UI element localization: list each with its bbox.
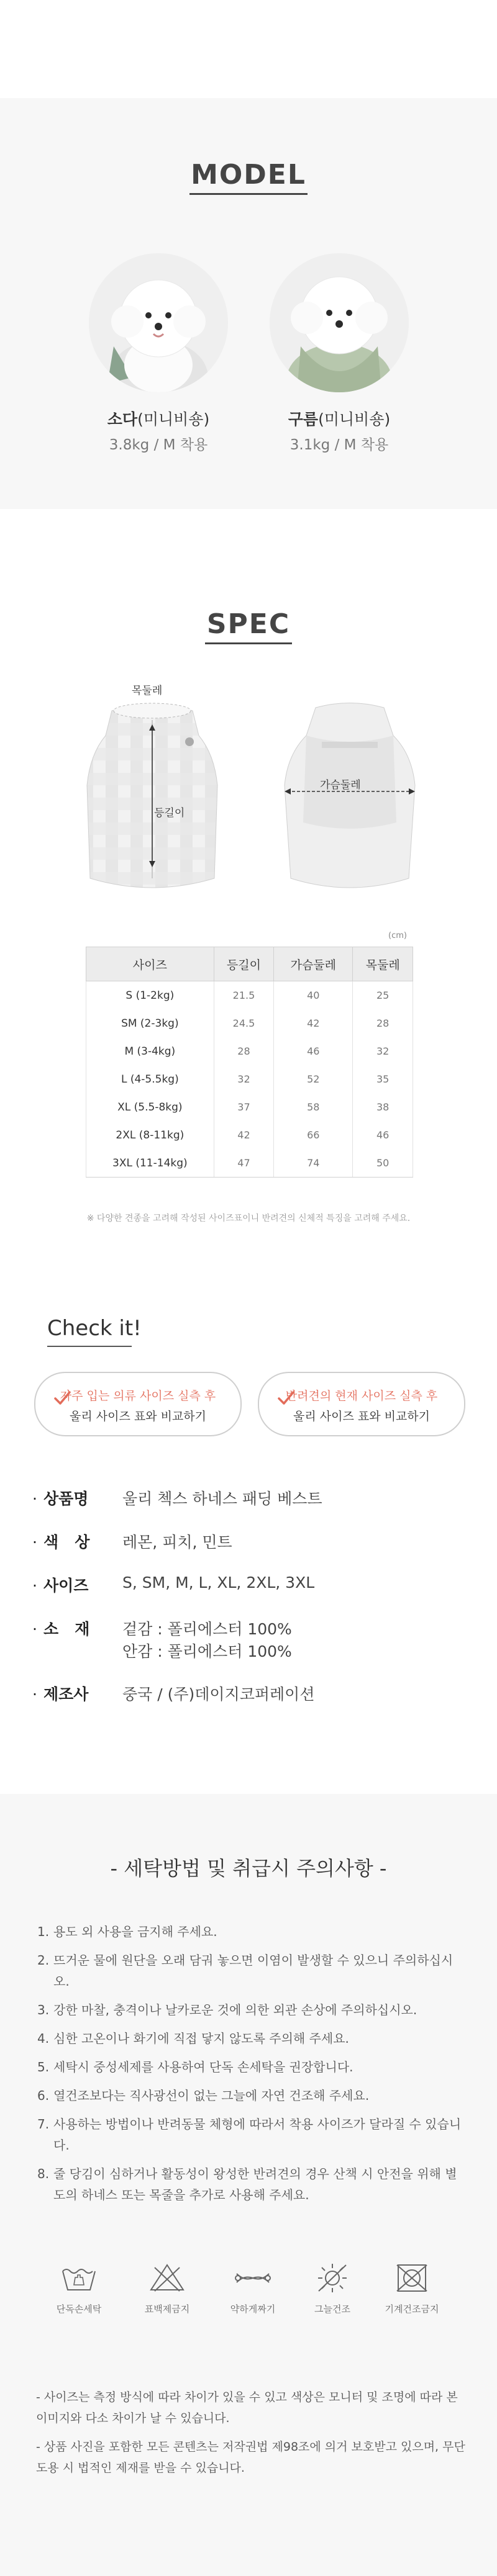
- table-row: 3XL (11-14kg) 47 74 50: [86, 1149, 413, 1178]
- list-item: 8. 줄 당김이 심하거나 활동성이 왕성한 반려견의 경우 산책 시 안전을 위해 별도의 하네스 또는 목줄을 추가로 사용해 주세요.: [37, 2166, 457, 2202]
- table-header-row: [86, 947, 413, 981]
- care-instructions-list: [37, 1921, 466, 2213]
- table-row: M (3-4kg) 28 46 32: [86, 1037, 413, 1065]
- care-section: [0, 1794, 497, 2576]
- chest-label: 가슴둘레: [320, 779, 361, 791]
- care-title: - 세탁방법 및 취급시 주의사항 -: [110, 1857, 387, 1880]
- check-section: [0, 1310, 497, 1719]
- size-table: [86, 947, 413, 1178]
- list-item: 6. 열건조보다는 직사광선이 없는 그늘에 자연 건조해 주세요.: [37, 2088, 370, 2103]
- table-row: SM (2-3kg) 24.5 42 28: [86, 1009, 413, 1037]
- table-row: 2XL (8-11kg) 42 66 46: [86, 1121, 413, 1149]
- length-label: 등길이: [154, 807, 185, 819]
- model-card-gureum: [265, 253, 414, 454]
- list-item: 7. 사용하는 방법이나 반려동물 체형에 따라서 착용 사이즈가 달라질 수 있습니다.: [37, 2117, 462, 2153]
- table-row: L (4-5.5kg) 32 52 35: [86, 1065, 413, 1093]
- info-size: · 사이즈 S, SM, M, L, XL, 2XL, 3XL: [32, 1574, 315, 1595]
- list-item: 3. 강한 마찰, 충격이나 날카로운 것에 의한 외관 손상에 주의하십시오.: [37, 2002, 417, 2017]
- no-machine-dry-icon: [393, 2263, 431, 2294]
- table-row: S (1-2kg) 21.5 40 25: [86, 981, 413, 1010]
- check-title: Check it!: [47, 1316, 142, 1341]
- title-underline: [205, 642, 292, 644]
- title-underline: [189, 193, 308, 195]
- col-header-length: 등길이: [214, 947, 274, 981]
- info-color: · 색 상 레몬, 피치, 민트: [32, 1533, 232, 1551]
- col-header-chest: 가슴둘레: [274, 947, 353, 981]
- model-card-soda: [84, 253, 233, 454]
- vest-front-diagram: [81, 698, 224, 897]
- care-symbol-no-machine-dry: 기계건조금지: [372, 2263, 452, 2315]
- title-underline: [47, 1346, 132, 1347]
- bichon-dog-photo: [270, 253, 409, 392]
- unit-label: (cm): [388, 931, 407, 940]
- check-dog-size-button[interactable]: 반려견의 현재 사이즈 실측 후 울리 사이즈 표와 비교하기: [258, 1372, 465, 1436]
- neck-label: 목둘레: [132, 685, 163, 697]
- info-product-name: · 상품명 울리 첵스 하네스 패딩 베스트: [32, 1490, 322, 1508]
- list-item: 5. 세탁시 중성세제를 사용하여 단독 손세탁을 권장합니다.: [37, 2060, 353, 2074]
- list-item: 2. 뜨거운 물에 원단을 오래 담궈 놓으면 이염이 발생할 수 있으니 주의하십시오.: [37, 1953, 454, 1989]
- shade-dry-icon: [314, 2263, 351, 2294]
- list-item: 1. 용도 외 사용을 금지해 주세요.: [37, 1924, 217, 1939]
- spec-title: SPEC: [0, 608, 497, 644]
- model-section: [0, 98, 497, 509]
- model-photo-soda: [89, 253, 228, 392]
- hand-wash-icon: [60, 2263, 98, 2294]
- spec-note: ※ 다양한 견종을 고려해 작성된 사이즈표이니 반려견의 신체적 특징을 고려해 주세요.: [86, 1214, 411, 1223]
- care-symbol-hand-wash: 단독손세탁: [39, 2263, 119, 2315]
- spec-section: [0, 559, 497, 1223]
- footnote-size-color: - 사이즈는 측정 방식에 따라 차이가 있을 수 있고 색상은 모니터 및 조명에 따라 본 이미지와 다소 차이가 날 수 있습니다.: [36, 2390, 458, 2425]
- model-title: MODEL: [0, 159, 497, 195]
- care-symbol-no-bleach: 표백제금지: [127, 2263, 207, 2315]
- footnote-copyright: - 상품 사진을 포함한 모든 콘텐츠는 저작권법 제98조에 의거 보호받고 있으며, 무단 도용 시 법적인 제재를 받을 수 있습니다.: [36, 2440, 465, 2475]
- model-name-gureum: 구름(미니비숑): [288, 410, 391, 428]
- vest-back-diagram: [278, 698, 421, 897]
- care-symbol-gentle-wring: 약하게짜기: [212, 2263, 293, 2315]
- model-size-soda: 3.8kg / M 착용: [109, 437, 208, 453]
- no-bleach-icon: [148, 2263, 186, 2294]
- info-material: · 소 재 겉감 : 폴리에스터 100% 안감 : 폴리에스터 100%: [32, 1620, 292, 1660]
- info-manufacturer: · 제조사 중국 / (주)데이지코퍼레이션: [32, 1685, 315, 1703]
- list-item: 4. 심한 고온이나 화기에 직접 닿지 않도록 주의해 주세요.: [37, 2031, 349, 2046]
- checkmark-icon: [276, 1389, 295, 1408]
- gentle-wring-icon: [234, 2263, 271, 2294]
- model-name-soda: 소다(미니비숑): [107, 410, 210, 428]
- care-symbol-shade-dry: 그늘건조: [292, 2263, 373, 2315]
- model-photo-gureum: [270, 253, 409, 392]
- checkmark-icon: [53, 1389, 71, 1408]
- bichon-dog-photo: [89, 253, 228, 392]
- check-clothes-size-button[interactable]: 자주 입는 의류 사이즈 실측 후 울리 사이즈 표와 비교하기: [34, 1372, 242, 1436]
- model-size-gureum: 3.1kg / M 착용: [290, 437, 389, 453]
- col-header-neck: 목둘레: [353, 947, 413, 981]
- table-row: XL (5.5-8kg) 37 58 38: [86, 1093, 413, 1121]
- col-header-size: 사이즈: [86, 947, 214, 981]
